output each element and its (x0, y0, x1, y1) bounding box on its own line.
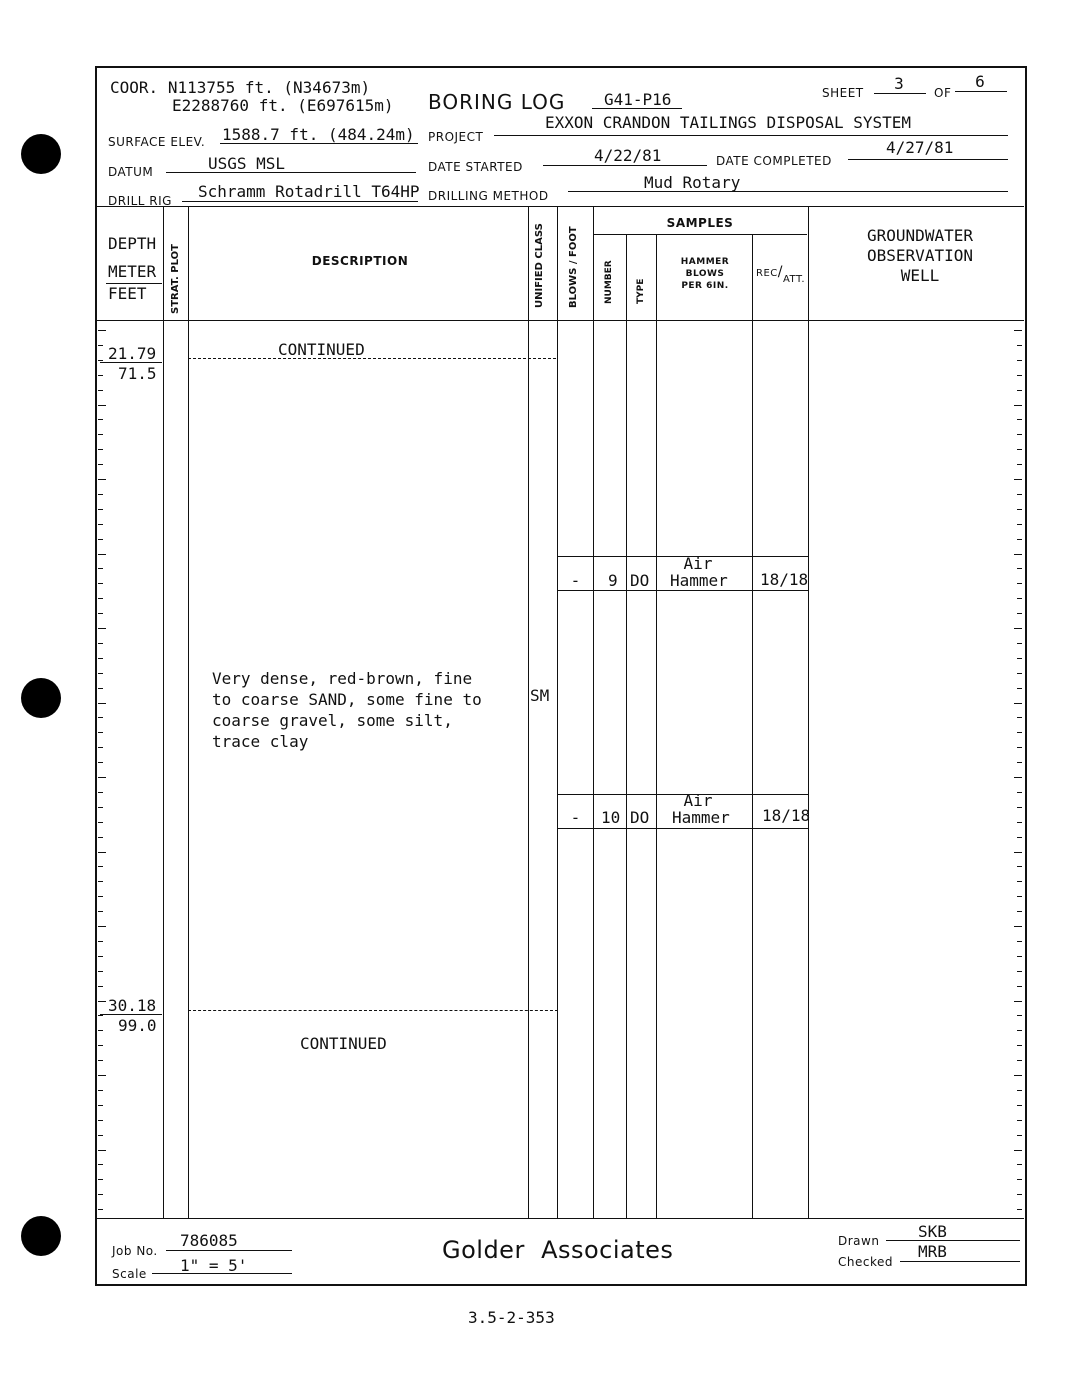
depth-tick (1017, 568, 1022, 569)
sheet-label: SHEET (822, 86, 864, 100)
top-depth-feet: 71.5 (118, 364, 157, 383)
depth-tick (1017, 419, 1022, 420)
depth-tick (98, 1001, 106, 1002)
depth-tick (98, 583, 103, 584)
depth-tick (98, 673, 103, 674)
depth-tick (98, 1090, 103, 1091)
depth-tick (98, 762, 103, 763)
depth-tick (1017, 524, 1022, 525)
depth-tick (98, 807, 103, 808)
depth-tick (1017, 732, 1022, 733)
depth-tick (1017, 1164, 1022, 1165)
depth-tick (98, 881, 103, 882)
depth-tick (98, 345, 103, 346)
col-depth: DEPTH (108, 234, 157, 253)
depth-tick (1017, 1120, 1022, 1121)
depth-tick (1017, 598, 1022, 599)
depth-tick (1017, 583, 1022, 584)
depth-tick (1017, 1135, 1022, 1136)
depth-tick (98, 896, 103, 897)
depth-tick (98, 1179, 103, 1180)
coor-label: COOR. (110, 78, 159, 97)
project-value: EXXON CRANDON TAILINGS DISPOSAL SYSTEM (545, 113, 912, 132)
depth-tick (98, 1075, 106, 1076)
depth-tick (1017, 896, 1022, 897)
col-sample-number: NUMBER (604, 260, 614, 304)
depth-tick (98, 658, 103, 659)
depth-tick (98, 926, 106, 927)
depth-tick (98, 1105, 103, 1106)
depth-tick (98, 971, 103, 972)
depth-tick (98, 554, 106, 555)
depth-tick (98, 598, 103, 599)
depth-tick (98, 792, 103, 793)
depth-tick (98, 956, 103, 957)
depth-tick (1017, 747, 1022, 748)
date-completed-value: 4/27/81 (886, 138, 954, 157)
depth-tick (98, 1194, 103, 1195)
col-blows-per-foot: BLOWS / FOOT (568, 226, 579, 308)
depth-tick (1017, 688, 1022, 689)
depth-tick (98, 643, 103, 644)
drilling-method-value: Mud Rotary (644, 173, 741, 192)
drawn-value: SKB (918, 1222, 947, 1241)
depth-tick (98, 717, 103, 718)
header-divider (96, 206, 1024, 207)
depth-tick (1017, 837, 1022, 838)
depth-tick (98, 419, 103, 420)
depth-tick (98, 524, 103, 525)
depth-tick (98, 464, 103, 465)
datum-value: USGS MSL (208, 154, 286, 173)
coor-northing: N113755 ft. (N34673m) (167, 78, 371, 97)
depth-tick (98, 390, 103, 391)
depth-tick (1017, 375, 1022, 376)
depth-tick (98, 1135, 103, 1136)
depth-tick (1017, 449, 1022, 450)
depth-tick (1017, 1194, 1022, 1195)
depth-tick (1017, 1060, 1022, 1061)
of-label: OF (934, 86, 952, 100)
coor-easting: E2288760 ft. (E697615m) (172, 96, 394, 115)
col-groundwater-well: GROUNDWATER OBSERVATION WELL (867, 226, 973, 285)
depth-tick (98, 822, 103, 823)
depth-tick (98, 449, 103, 450)
depth-tick (1017, 881, 1022, 882)
depth-tick (1017, 434, 1022, 435)
top-continued: CONTINUED (278, 340, 365, 359)
depth-tick (98, 568, 103, 569)
depth-tick (98, 1150, 106, 1151)
depth-tick (98, 866, 103, 867)
depth-tick (1017, 1030, 1022, 1031)
bottom-continued: CONTINUED (300, 1034, 387, 1053)
punch-hole-top (21, 134, 61, 174)
col-meter: METER (108, 262, 157, 281)
col-feet: FEET (108, 284, 147, 303)
col-unified-class: UNIFIED CLASS (534, 223, 545, 308)
depth-tick (1017, 822, 1022, 823)
depth-tick (98, 732, 103, 733)
depth-tick (1017, 762, 1022, 763)
date-started-value: 4/22/81 (594, 146, 662, 165)
depth-tick (98, 1060, 103, 1061)
depth-tick (98, 911, 103, 912)
depth-tick (98, 1164, 103, 1165)
col-samples: SAMPLES (666, 216, 734, 230)
depth-tick (1017, 807, 1022, 808)
depth-tick (1017, 464, 1022, 465)
surface-elev-value: 1588.7 ft. (484.24m) (222, 125, 415, 144)
depth-tick (1017, 792, 1022, 793)
depth-tick (1017, 717, 1022, 718)
depth-tick (98, 330, 106, 331)
sheet-total: 6 (975, 72, 985, 91)
soil-description: Very dense, red-brown, fine to coarse SAND, some fine to coarse gravel, some silt, trace clay (212, 669, 482, 751)
depth-tick (1014, 926, 1022, 927)
depth-tick (1014, 628, 1022, 629)
depth-tick (1014, 330, 1022, 331)
depth-tick (1014, 777, 1022, 778)
depth-tick (1014, 703, 1022, 704)
scale-value: 1" = 5' (180, 1256, 248, 1275)
checked-label: Checked (838, 1255, 893, 1269)
depth-tick (98, 1015, 103, 1016)
depth-tick (98, 1209, 103, 1210)
depth-tick (98, 1120, 103, 1121)
checked-value: MRB (918, 1242, 947, 1261)
col-sample-type: TYPE (636, 278, 646, 304)
bottom-depth-feet: 99.0 (118, 1016, 157, 1035)
top-depth-meter: 21.79 (108, 344, 157, 363)
depth-tick (98, 360, 103, 361)
log-id: G41-P16 (604, 90, 672, 109)
depth-tick (1014, 852, 1022, 853)
depth-tick (98, 434, 103, 435)
company-name: Golder Associates (442, 1236, 674, 1264)
job-no-label: Job No. (112, 1244, 158, 1258)
col-recovery: REC/ATT. (756, 264, 806, 285)
datum-label: DATUM (108, 165, 154, 179)
depth-tick (1017, 613, 1022, 614)
unified-class-value: SM (530, 686, 550, 705)
depth-tick (1017, 1015, 1022, 1016)
depth-tick (1017, 1090, 1022, 1091)
depth-tick (1017, 673, 1022, 674)
depth-tick (1017, 866, 1022, 867)
depth-tick (1017, 971, 1022, 972)
depth-tick (1017, 1105, 1022, 1106)
depth-tick (1014, 1150, 1022, 1151)
col-hammer-blows: HAMMER BLOWS PER 6IN. (680, 257, 730, 291)
depth-tick (1014, 1075, 1022, 1076)
scale-label: Scale (112, 1267, 147, 1281)
depth-tick (1017, 345, 1022, 346)
depth-tick (98, 688, 103, 689)
depth-tick (98, 777, 106, 778)
depth-tick (98, 986, 103, 987)
date-started-label: DATE STARTED (428, 160, 523, 174)
bottom-depth-meter: 30.18 (108, 996, 157, 1015)
depth-tick (1017, 390, 1022, 391)
drill-rig-value: Schramm Rotadrill T64HP (198, 182, 420, 201)
depth-tick (98, 628, 106, 629)
sheet-number: 3 (894, 74, 904, 93)
depth-tick (1017, 509, 1022, 510)
depth-tick (98, 494, 103, 495)
depth-tick (98, 479, 106, 480)
depth-tick (1017, 494, 1022, 495)
depth-tick (98, 509, 103, 510)
form-title: BORING LOG (428, 90, 566, 114)
depth-tick (1014, 1001, 1022, 1002)
depth-tick (98, 837, 103, 838)
depth-tick (1014, 405, 1022, 406)
depth-tick (1014, 479, 1022, 480)
punch-hole-bottom (21, 1216, 61, 1256)
depth-tick (1017, 1179, 1022, 1180)
drill-rig-label: DRILL RIG (108, 194, 172, 208)
date-completed-label: DATE COMPLETED (716, 154, 832, 168)
depth-tick (98, 613, 103, 614)
depth-tick (1017, 941, 1022, 942)
depth-tick (98, 703, 106, 704)
project-label: PROJECT (428, 130, 484, 144)
drawn-label: Drawn (838, 1234, 880, 1248)
depth-tick (98, 539, 103, 540)
depth-tick (1017, 986, 1022, 987)
depth-tick (1017, 911, 1022, 912)
depth-tick (98, 375, 103, 376)
depth-tick (1017, 1045, 1022, 1046)
depth-tick (1017, 956, 1022, 957)
depth-tick (1017, 539, 1022, 540)
col-description: DESCRIPTION (311, 254, 409, 268)
depth-tick (1017, 643, 1022, 644)
depth-tick (98, 405, 106, 406)
depth-tick (98, 852, 106, 853)
depth-tick (98, 941, 103, 942)
depth-tick (98, 1030, 103, 1031)
depth-tick (1017, 658, 1022, 659)
col-strat-plot: STRAT. PLOT (170, 244, 181, 314)
depth-tick (1017, 1209, 1022, 1210)
job-no-value: 786085 (180, 1231, 238, 1250)
depth-tick (1017, 360, 1022, 361)
page-number: 3.5-2-353 (468, 1308, 555, 1327)
depth-tick (98, 1045, 103, 1046)
surface-elev-label: SURFACE ELEV. (108, 135, 206, 149)
punch-hole-middle (21, 678, 61, 718)
drilling-method-label: DRILLING METHOD (428, 189, 549, 203)
depth-tick (98, 747, 103, 748)
depth-tick (1014, 554, 1022, 555)
